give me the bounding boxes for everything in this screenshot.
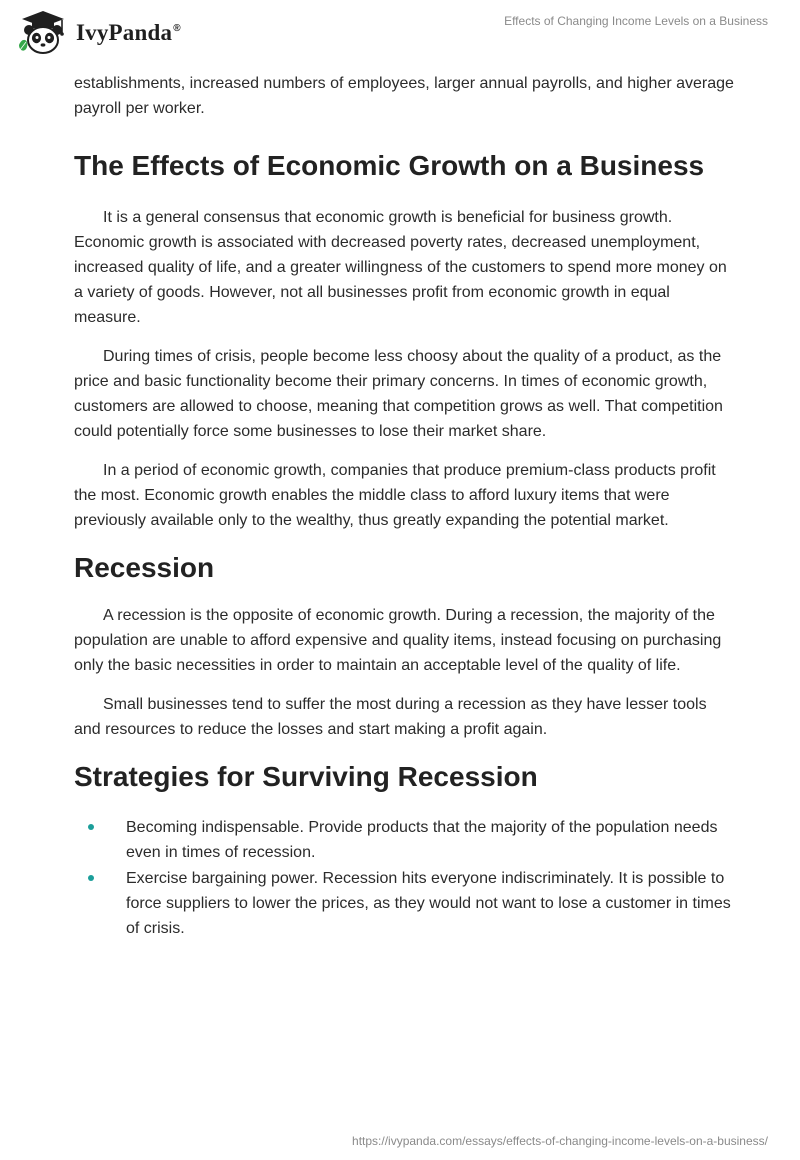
paragraph: In a period of economic growth, companies that produce premium-class products profit the most. Economic growth enables the middle class to afford luxury items that were previously available only to the wealthy, thus greatly expanding the potential market. [74,462,716,529]
bullet-dot-icon [88,875,94,881]
paragraph: It is a general consensus that economic growth is beneficial for business growth. Economic growth is associated with decreased poverty rates, decreased unemployment, increased quality of life, and a greater willingness of the customers to spend more money on a variety of goods. However, not all businesses profit from economic growth in equal measure. [74,209,727,326]
paragraph: During times of crisis, people become less choosy about the quality of a product, as the price and basic functionality become their primary concerns. In times of economic growth, customers are allowed to choose, meaning that competition grows as well. That competition could potentially force some businesses to lose their market share. [74,348,723,440]
paragraph: A recession is the opposite of economic growth. During a recession, the majority of the population are unable to afford expensive and quality items, instead focusing on purchasing only the basic necessities in order to maintain an acceptable level of the quality of life. [74,607,722,674]
bullet-dot-icon [88,824,94,830]
strategies-list [74,815,734,941]
heading-recession: Recession [74,552,215,583]
paragraph: Small businesses tend to suffer the most during a recession as they have lesser tools and resources to reduce the losses and start making a profit again. [74,696,707,738]
heading-strategies: Strategies for Surviving Recession [74,761,538,792]
ivypanda-logo[interactable] [16,8,181,58]
page-header [0,0,800,70]
heading-economic-growth: The Effects of Economic Growth on a Business [74,150,705,181]
essay-content [74,71,734,942]
source-url[interactable]: https://ivypanda.com/essays/effects-of-changing-income-levels-on-a-business/ [352,1134,768,1148]
logo-wordmark: IvyPanda® [76,20,181,45]
list-item [126,866,734,941]
running-title: Effects of Changing Income Levels on a Business [504,14,768,28]
list-item [126,815,734,865]
list-item-text: Becoming indispensable. Provide products that the majority of the population needs even in times of recession. [126,819,718,861]
panda-graduate-icon [16,9,70,57]
intro-continuation: establishments, increased numbers of employees, larger annual payrolls, and higher average payroll per worker. [74,75,734,117]
list-item-text: Exercise bargaining power. Recession hits everyone indiscriminately. It is possible to force suppliers to lower the prices, as they would not want to lose a customer in times of crisis. [126,870,731,937]
